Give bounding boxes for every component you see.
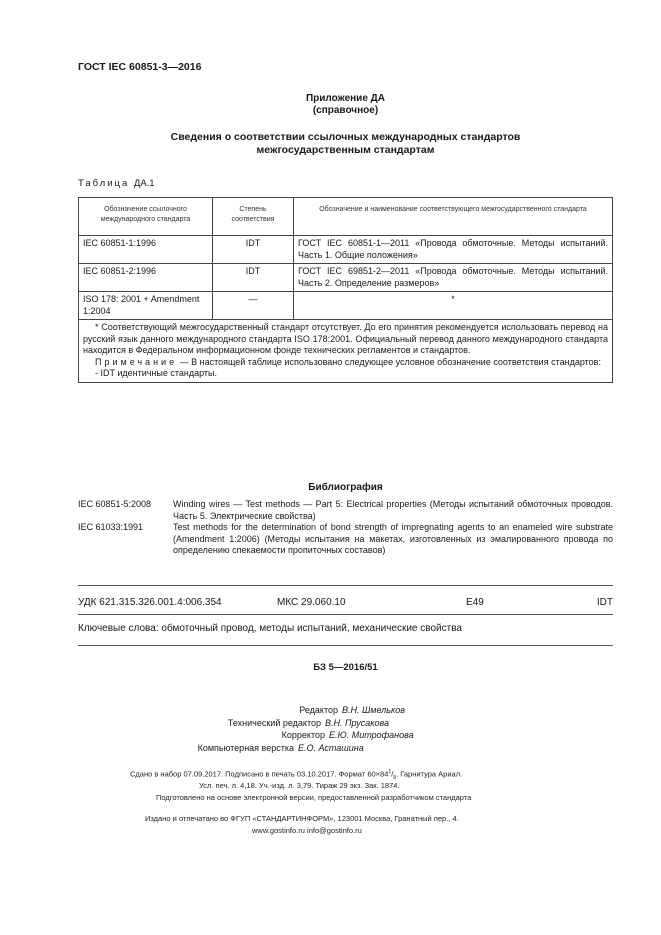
section-title [78,131,613,157]
annex-subtitle: (справочное) [312,105,379,116]
table-footnote: * Соответствующий межгосударственный стандарт отсутствует. До его принятия рекомендуется использовать перевод на русский язык данного международного стандарта ISO 178:2001. Официальный перевод данного международного стандарта находится в Федеральном информационном фонде технических регламентов и стандартов. [83,322,608,355]
cell-reference: IEC 60851-1:1996 [79,236,213,264]
cell-degree: IDT [213,236,294,264]
table-label-word: Таблица [78,178,130,189]
credit-name: Е.О. Асташина [298,742,364,753]
bibliography-code: IEC 61033:1991 [78,522,144,532]
bibliography-entry [78,522,613,558]
mks-code: МКС 29.060.10 [277,597,346,608]
credit-role: Технический редактор [227,717,321,728]
table-footnote-row [79,320,613,383]
credit-role: Корректор [281,730,325,740]
cell-standard: ГОСТ IEC 60851-1—2011 «Провода обмоточные. Методы испытаний. Часть 1. Общие положения» [294,236,613,264]
credit-line [0,704,661,717]
correspondence-table [78,197,613,383]
divider [78,645,613,646]
credit-line [0,729,661,742]
credit-name: В.Н. Прусакова [325,717,389,728]
credit-line [0,742,661,755]
cell-reference: IEC 60851-2:1996 [79,264,213,292]
header-reference-standard: Обозначение ссылочного международного стандарта [79,198,213,236]
table-note [83,357,608,369]
table-label [78,178,155,189]
imprint-line5: www.gostinfo.ru info@gostinfo.ru [252,826,362,835]
bibliography-entry [78,499,613,523]
divider [78,585,613,586]
table-row [79,292,613,320]
degree-code: IDT [596,597,613,608]
imprint-line2: Усл. печ. л. 4,18. Уч.-изд. л. 3,79. Тираж 29 экз. Зак. 1874. [199,781,400,790]
cell-reference: ISO 178: 2001 + Amendment 1:2004 [79,292,213,320]
imprint-line4: Издано и отпечатано во ФГУП «СТАНДАРТИНФОРМ», 123001 Москва, Гранатный пер., 4. [145,814,459,823]
annex-title: Приложение ДА [305,93,386,104]
section-title-line2: межгосударственным стандартам [256,144,435,156]
table-label-number: ДА.1 [133,178,155,189]
credit-name: Е.Ю. Митрофанова [329,730,414,740]
imprint-line3: Подготовлено на основе электронной версии, предоставленной разработчиком стандарта [156,793,472,802]
credit-role: Редактор [299,705,338,715]
format-sup: 1 [388,769,392,775]
credit-role: Компьютерная верстка [197,742,294,753]
table-row [79,264,613,292]
header-interstate-standard: Обозначение и наименование соответствующего межгосударственного стандарта [294,198,613,236]
bz-number: БЗ 5—2016/51 [313,662,378,673]
table-row [79,236,613,264]
udk-code: УДК 621.315.326.001.4:006.354 [78,597,222,608]
cell-degree: — [213,292,294,320]
section-title-line1: Сведения о соответствии ссылочных международных стандартов [170,131,521,143]
credit-name: В.Н. Шмельков [342,705,405,715]
table-footnote-cell [79,320,613,383]
bibliography-code: IEC 60851-5:2008 [78,499,152,509]
credits [0,704,661,754]
bibliography-title: Библиография [308,482,383,493]
imprint-text: . Гарнитура Ариал. [396,769,463,779]
cell-standard: * [294,292,613,320]
divider [78,614,613,615]
imprint-text: Сдано в набор 07.09.2017. Подписано в печать 03.10.2017. Формат 60×84 [130,769,389,779]
header-degree: Степень соответствия [213,198,294,236]
table-note-item: - IDT идентичные стандарты. [95,368,218,378]
cell-standard: ГОСТ IEC 69851-2—2011 «Провода обмоточные. Методы испытаний. Часть 2. Определение размеров» [294,264,613,292]
bibliography-text: Test methods for the determination of bond strength of impregnating agents to an enameled wire substrate (Amendment 1:2006) (Методы испытания на макетах, изготовленных из эмалированного провода по определению спекаемости пропиточных составов) [173,522,613,555]
format-sub: 8 [393,775,397,781]
imprint-line1: Сдано в набор 07.09.2017. Подписано в печать 03.10.2017. Формат $60\times 84^1/_8$. Гарнитура Ариал. [130,769,463,781]
table-note-label: Примечание [95,356,178,367]
category-code: Е49 [466,597,484,608]
keywords: Ключевые слова: обмоточный провод, методы испытаний, механические свойства [78,623,462,634]
document-code: ГОСТ IEC 60851-3—2016 [78,61,202,73]
bibliography-text: Winding wires — Test methods — Part 5: Electrical properties (Методы испытаний обмоточных проводов. Часть 5. Электрические свойства) [173,499,613,521]
cell-degree: IDT [213,264,294,292]
credit-line [0,717,661,730]
table-header-row [79,198,613,236]
table-note-text: — В настоящей таблице использовано следующее условное обозначение соответствия стандартов: [177,356,601,367]
